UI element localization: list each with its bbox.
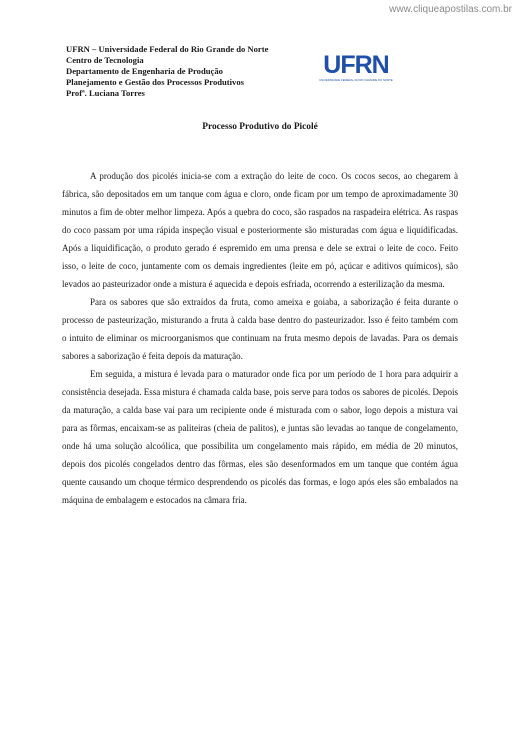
document-body <box>62 167 458 509</box>
header-department: Departamento de Engenharia de Produção <box>66 66 223 76</box>
svg-text:UFRN: UFRN <box>323 51 389 79</box>
header-university: UFRN – Universidade Federal do Rio Grande do Norte <box>66 44 269 54</box>
svg-text:UNIVERSIDADE FEDERAL DO RIO GR: UNIVERSIDADE FEDERAL DO RIO GRANDE DO NORTE <box>319 78 393 82</box>
paragraph-extraction: A produção dos picolés inicia-se com a extração do leite de coco. Os cocos secos, ao chegarem à fábrica, são depositados em um tanque com água e cloro, onde ficam por um tempo de aproximadamente 30 minutos a fim de obter melhor limpeza. Após a quebra do coco, são raspados na raspadeira elétrica. As raspas do coco passam por uma rápida inspeção visual e posteriormente são misturadas com água e liquidificadas. Após a liquidificação, o produto gerado é espremido em uma prensa e dele se extrai o leite de coco. Feito isso, o leite de coco, juntamente com os demais ingredientes (leite em pó, açúcar e aditivos químicos), são levados ao pasteurizador onde a mistura é aquecida e depois esfriada, ocorrendo a esterilização da mesma. <box>62 171 458 289</box>
watermark-url: www.cliqueapostilas.com.br <box>389 4 512 15</box>
institution-header <box>66 44 326 99</box>
header-course: Planejamento e Gestão dos Processos Produtivos <box>66 77 244 87</box>
document-title: Processo Produtivo do Picolé <box>202 122 318 132</box>
header-professor: Profª. Luciana Torres <box>66 88 145 98</box>
ufrn-logo-icon <box>318 50 394 84</box>
header-center: Centro de Tecnologia <box>66 55 144 65</box>
paragraph-flavoring: Para os sabores que são extraídos da fruta, como ameixa e goiaba, a saborização é feita durante o processo de pasteurização, misturando a fruta à calda base dentro do pasteurizador. Isso é feito também com o intuito de eliminar os microorganismos que continuam na fruta mesmo depois de lavadas. Para os demais sabores a saborização é feita depois da maturação. <box>62 297 458 361</box>
paragraph-maturation: Em seguida, a mistura é levada para o maturador onde fica por um período de 1 hora para adquirir a consistência desejada. Essa mistura é chamada calda base, pois serve para todos os sabores de picolés. Depois da maturação, a calda base vai para um recipiente onde é misturada com o sabor, logo depois a mistura vai para as fôrmas, encaixam-se as paliteiras (cheia de palitos), e juntas são levadas ao tanque de congelamento, onde há uma solução alcoólica, que possibilita um congelamento mais rápido, em média de 20 minutos, depois dos picolés congelados dentro das fôrmas, eles são desenformados em um tanque que contém água quente causando um choque térmico desprendendo os picolés das formas, e logo após eles são embalados na máquina de embalagem e estocados na câmara fria. <box>62 369 458 505</box>
